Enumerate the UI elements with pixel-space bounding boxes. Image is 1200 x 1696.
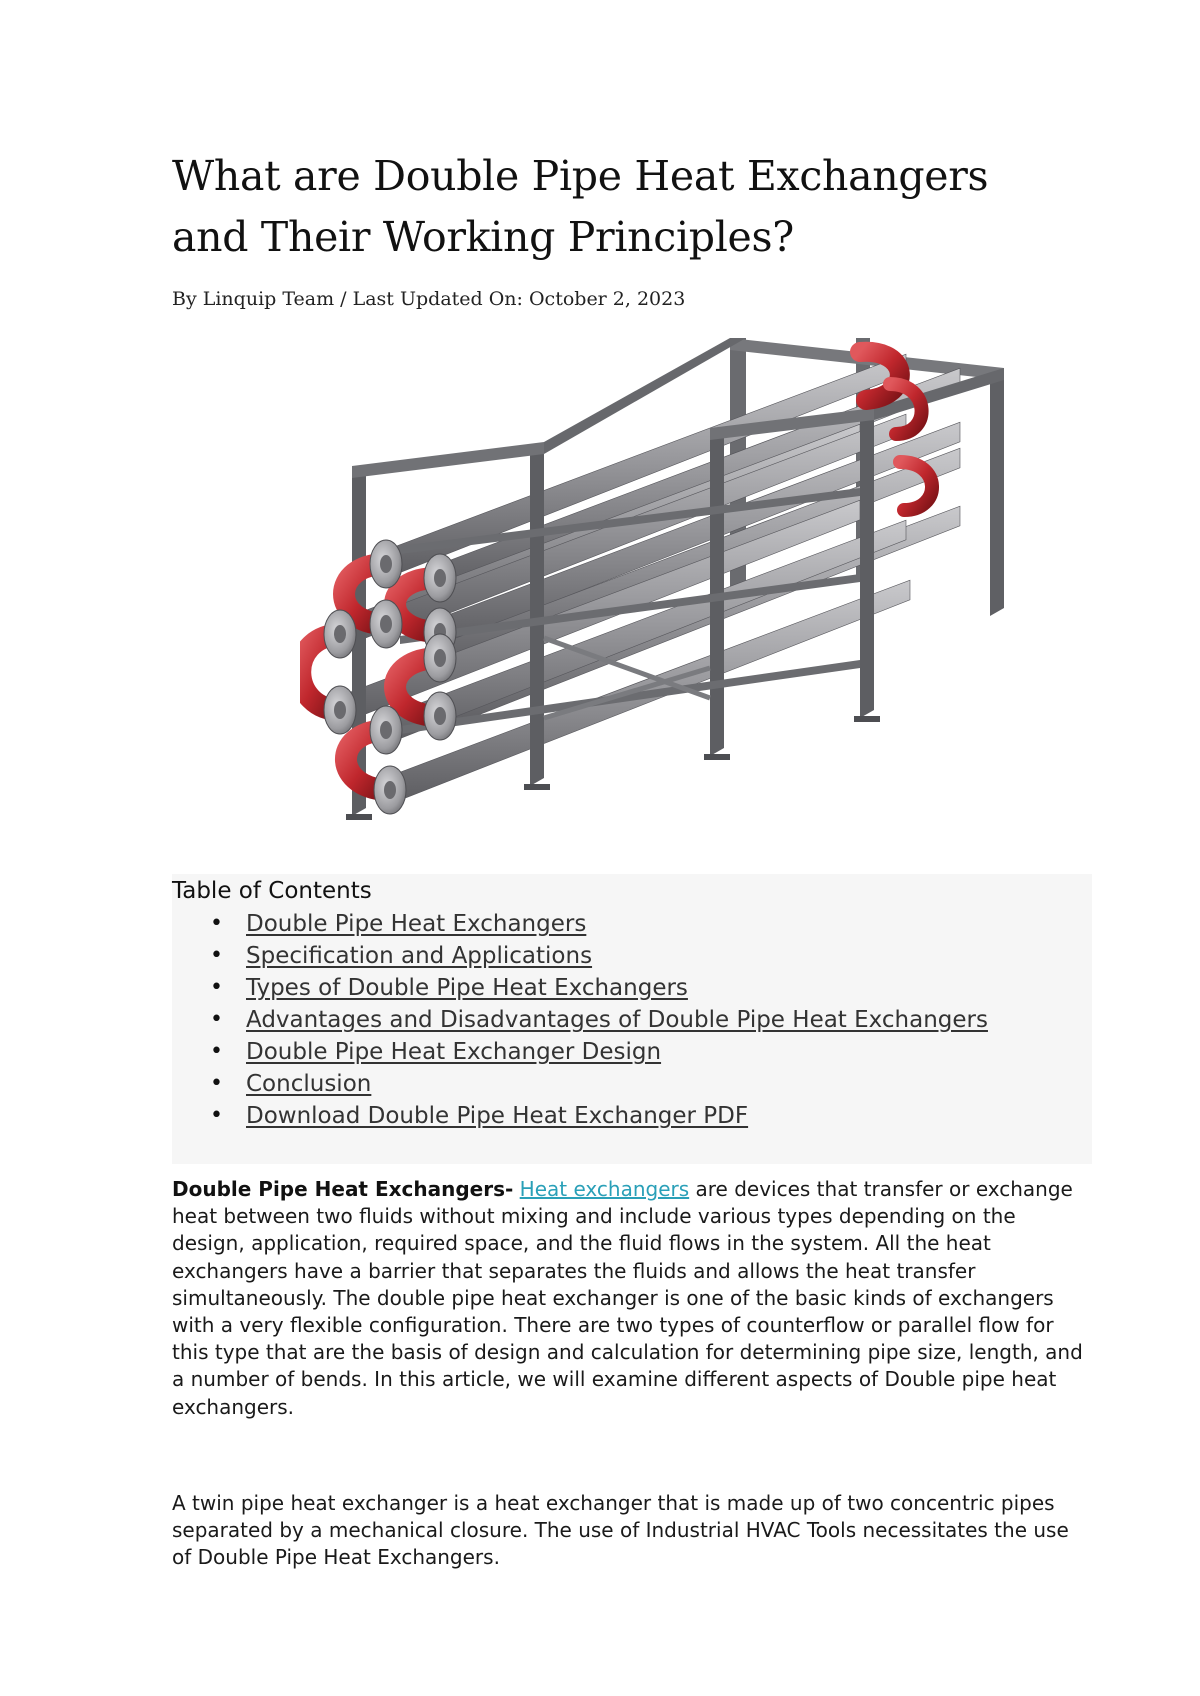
bullet-icon: • [210, 911, 223, 936]
bullet-icon: • [210, 1039, 223, 1064]
article-title: What are Double Pipe Heat Exchangers and Their Working Principles? [172, 152, 989, 261]
table-of-contents [172, 874, 1092, 1164]
heat-exchanger-illustration [300, 338, 1130, 848]
intro-lead: Double Pipe Heat Exchangers- [172, 1177, 514, 1201]
bullet-icon: • [210, 943, 223, 968]
toc-item [172, 1100, 1092, 1132]
toc-link-design[interactable]: Double Pipe Heat Exchanger Design [246, 1039, 662, 1065]
toc-item [172, 1068, 1092, 1100]
toc-link-download-pdf[interactable]: Download Double Pipe Heat Exchanger PDF [246, 1103, 749, 1129]
flange-bore [380, 615, 392, 633]
toc-item [172, 908, 1092, 940]
flange-bore [334, 701, 346, 719]
toc-link-conclusion[interactable]: Conclusion [246, 1071, 372, 1097]
flange-bore [434, 569, 446, 587]
toc-link-double-pipe-heat-exchangers[interactable]: Double Pipe Heat Exchangers [246, 911, 587, 937]
bullet-icon: • [210, 975, 223, 1000]
flange-bore [434, 707, 446, 725]
heat-exchangers-link[interactable]: Heat exchangers [519, 1177, 690, 1201]
toc-item [172, 1004, 1092, 1036]
toc-heading: Table of Contents [172, 878, 372, 904]
toc-item [172, 1036, 1092, 1068]
toc-link-types[interactable]: Types of Double Pipe Heat Exchangers [246, 975, 688, 1001]
bullet-icon: • [210, 1071, 223, 1096]
flange-bore [434, 649, 446, 667]
twin-pipe-paragraph: A twin pipe heat exchanger is a heat exchanger that is made up of two concentric pipes separated by a mechanical closure. The use of Industrial HVAC Tools necessitates the use of Double Pipe Heat Exchangers. [172, 1491, 1069, 1570]
intro-paragraph [172, 1176, 1092, 1421]
bullet-icon: • [210, 1103, 223, 1128]
article-byline: By Linquip Team / Last Updated On: October 2, 2023 [172, 288, 686, 310]
flange-bore [334, 625, 346, 643]
toc-link-specification-and-applications[interactable]: Specification and Applications [246, 943, 593, 969]
flange-bore [380, 721, 392, 739]
toc-list [172, 908, 1092, 1132]
flange-bore [380, 555, 392, 573]
toc-link-advantages-disadvantages[interactable]: Advantages and Disadvantages of Double Pipe Heat Exchangers [246, 1007, 988, 1033]
flange-bore [384, 781, 396, 799]
toc-item [172, 972, 1092, 1004]
toc-item [172, 940, 1092, 972]
bullet-icon: • [210, 1007, 223, 1032]
intro-text: are devices that transfer or exchange heat between two fluids without mixing and include various types depending on the design, application, required space, and the fluid flows in the system. All the heat exchangers have a barrier that separates the fluids and allows the heat transfer simultaneously. The double pipe heat exchanger is one of the basic kinds of exchangers with a very flexible configuration. There are two types of counterflow or parallel flow for this type that are the basis of design and calculation for determining pipe size, length, and a number of bends. In this article, we will examine different aspects of Double pipe heat exchangers. [172, 1177, 1083, 1419]
